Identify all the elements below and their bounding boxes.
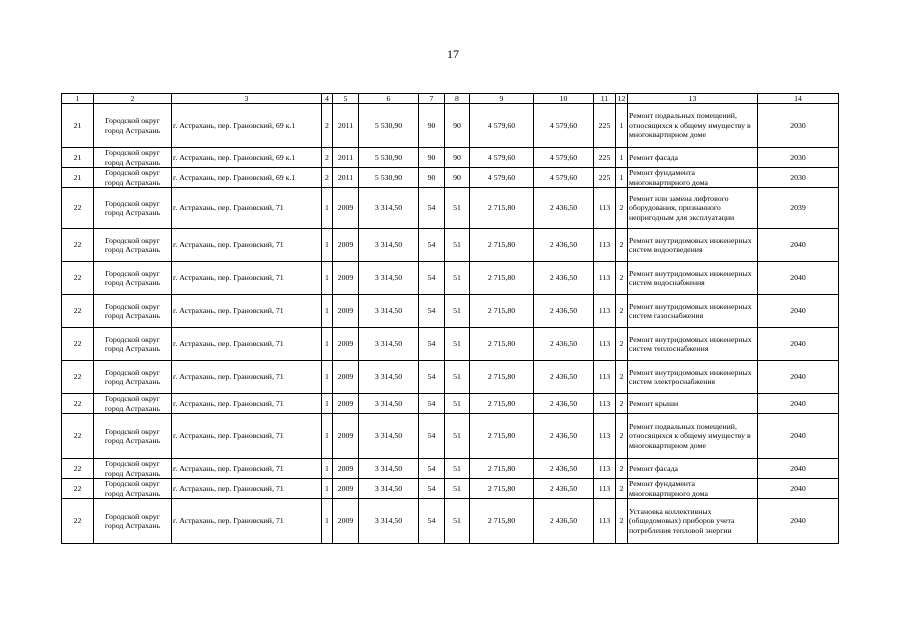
page-number: 17 (447, 47, 459, 61)
col11-cell: 225 (594, 148, 616, 168)
year-built-cell: 2011 (333, 148, 359, 168)
municipality-cell: Городской округ город Астрахань (94, 361, 172, 394)
year-built-cell: 2009 (333, 328, 359, 361)
col12-cell: 2 (616, 295, 628, 328)
col8-cell: 51 (445, 328, 470, 361)
col4-cell: 1 (322, 414, 333, 459)
col8-cell: 51 (445, 229, 470, 262)
column-number-header: 6 (359, 94, 419, 104)
planned-year-cell: 2040 (758, 295, 839, 328)
col9-cell: 2 715,80 (470, 295, 534, 328)
table-row (62, 188, 839, 229)
address-cell: г. Астрахань, пер. Грановский, 71 (172, 295, 322, 328)
table-row (62, 479, 839, 499)
work-type-cell: Ремонт фундамента многоквартирного дома (628, 168, 758, 188)
row-number-cell: 22 (62, 262, 94, 295)
col9-cell: 2 715,80 (470, 479, 534, 499)
address-cell: г. Астрахань, пер. Грановский, 71 (172, 229, 322, 262)
col10-cell: 2 436,50 (534, 262, 594, 295)
col11-cell: 225 (594, 104, 616, 148)
planned-year-cell: 2040 (758, 414, 839, 459)
col8-cell: 90 (445, 148, 470, 168)
address-cell: г. Астрахань, пер. Грановский, 71 (172, 361, 322, 394)
col7-cell: 54 (419, 459, 445, 479)
area-cell: 3 314,50 (359, 295, 419, 328)
col9-cell: 2 715,80 (470, 328, 534, 361)
col10-cell: 4 579,60 (534, 168, 594, 188)
col12-cell: 2 (616, 479, 628, 499)
work-type-cell: Ремонт фундамента многоквартирного дома (628, 479, 758, 499)
col8-cell: 51 (445, 459, 470, 479)
year-built-cell: 2009 (333, 361, 359, 394)
municipality-cell: Городской округ город Астрахань (94, 148, 172, 168)
col10-cell: 2 436,50 (534, 459, 594, 479)
column-number-header: 8 (445, 94, 470, 104)
row-number-cell: 22 (62, 361, 94, 394)
col7-cell: 54 (419, 414, 445, 459)
work-type-cell: Ремонт фасада (628, 148, 758, 168)
col7-cell: 54 (419, 394, 445, 414)
col4-cell: 1 (322, 394, 333, 414)
area-cell: 3 314,50 (359, 328, 419, 361)
col7-cell: 54 (419, 479, 445, 499)
planned-year-cell: 2040 (758, 479, 839, 499)
work-type-cell: Ремонт внутридомовых инженерных систем теплоснабжения (628, 328, 758, 361)
col4-cell: 2 (322, 168, 333, 188)
year-built-cell: 2011 (333, 168, 359, 188)
col10-cell: 2 436,50 (534, 188, 594, 229)
capital-repair-table (61, 93, 839, 544)
planned-year-cell: 2040 (758, 499, 839, 544)
work-type-cell: Ремонт внутридомовых инженерных систем водоснабжения (628, 262, 758, 295)
col9-cell: 2 715,80 (470, 394, 534, 414)
address-cell: г. Астрахань, пер. Грановский, 69 к.1 (172, 148, 322, 168)
column-number-header: 10 (534, 94, 594, 104)
col8-cell: 90 (445, 168, 470, 188)
year-built-cell: 2009 (333, 414, 359, 459)
address-cell: г. Астрахань, пер. Грановский, 71 (172, 459, 322, 479)
col12-cell: 1 (616, 168, 628, 188)
col11-cell: 113 (594, 229, 616, 262)
area-cell: 3 314,50 (359, 414, 419, 459)
address-cell: г. Астрахань, пер. Грановский, 71 (172, 188, 322, 229)
col8-cell: 51 (445, 188, 470, 229)
row-number-cell: 22 (62, 188, 94, 229)
planned-year-cell: 2040 (758, 361, 839, 394)
col11-cell: 113 (594, 328, 616, 361)
col4-cell: 1 (322, 328, 333, 361)
municipality-cell: Городской округ город Астрахань (94, 479, 172, 499)
work-type-cell: Ремонт фасада (628, 459, 758, 479)
column-number-header: 2 (94, 94, 172, 104)
planned-year-cell: 2040 (758, 328, 839, 361)
row-number-cell: 22 (62, 479, 94, 499)
col11-cell: 113 (594, 414, 616, 459)
col4-cell: 1 (322, 479, 333, 499)
table-header-row (62, 94, 839, 104)
municipality-cell: Городской округ город Астрахань (94, 188, 172, 229)
col8-cell: 51 (445, 499, 470, 544)
col11-cell: 113 (594, 499, 616, 544)
column-number-header: 5 (333, 94, 359, 104)
col8-cell: 51 (445, 414, 470, 459)
col12-cell: 2 (616, 262, 628, 295)
table-row (62, 104, 839, 148)
column-number-header: 11 (594, 94, 616, 104)
col7-cell: 54 (419, 229, 445, 262)
col9-cell: 4 579,60 (470, 104, 534, 148)
year-built-cell: 2009 (333, 229, 359, 262)
col11-cell: 113 (594, 459, 616, 479)
area-cell: 3 314,50 (359, 459, 419, 479)
column-number-header: 4 (322, 94, 333, 104)
col9-cell: 2 715,80 (470, 188, 534, 229)
table-row (62, 229, 839, 262)
table-row (62, 148, 839, 168)
col11-cell: 113 (594, 394, 616, 414)
col12-cell: 2 (616, 394, 628, 414)
col10-cell: 2 436,50 (534, 229, 594, 262)
col9-cell: 2 715,80 (470, 414, 534, 459)
table-row (62, 414, 839, 459)
area-cell: 3 314,50 (359, 394, 419, 414)
planned-year-cell: 2040 (758, 459, 839, 479)
row-number-cell: 21 (62, 104, 94, 148)
planned-year-cell: 2040 (758, 262, 839, 295)
row-number-cell: 21 (62, 148, 94, 168)
col12-cell: 1 (616, 148, 628, 168)
work-type-cell: Ремонт внутридомовых инженерных систем водоотведения (628, 229, 758, 262)
col11-cell: 113 (594, 361, 616, 394)
table-row (62, 459, 839, 479)
area-cell: 3 314,50 (359, 262, 419, 295)
row-number-cell: 22 (62, 499, 94, 544)
area-cell: 3 314,50 (359, 188, 419, 229)
year-built-cell: 2009 (333, 188, 359, 229)
table-row (62, 295, 839, 328)
municipality-cell: Городской округ город Астрахань (94, 328, 172, 361)
address-cell: г. Астрахань, пер. Грановский, 69 к.1 (172, 168, 322, 188)
col11-cell: 113 (594, 479, 616, 499)
col11-cell: 113 (594, 188, 616, 229)
col9-cell: 2 715,80 (470, 499, 534, 544)
col7-cell: 54 (419, 328, 445, 361)
col10-cell: 2 436,50 (534, 499, 594, 544)
col4-cell: 1 (322, 459, 333, 479)
col10-cell: 2 436,50 (534, 295, 594, 328)
row-number-cell: 21 (62, 168, 94, 188)
col7-cell: 54 (419, 262, 445, 295)
work-type-cell: Ремонт внутридомовых инженерных систем электроснабжения (628, 361, 758, 394)
col12-cell: 1 (616, 104, 628, 148)
row-number-cell: 22 (62, 328, 94, 361)
col7-cell: 54 (419, 188, 445, 229)
municipality-cell: Городской округ город Астрахань (94, 459, 172, 479)
col8-cell: 51 (445, 394, 470, 414)
municipality-cell: Городской округ город Астрахань (94, 104, 172, 148)
col12-cell: 2 (616, 229, 628, 262)
municipality-cell: Городской округ город Астрахань (94, 229, 172, 262)
col12-cell: 2 (616, 459, 628, 479)
work-type-cell: Ремонт или замена лифтового оборудования, признанного непригодным для эксплуатации (628, 188, 758, 229)
municipality-cell: Городской округ город Астрахань (94, 262, 172, 295)
table-row (62, 328, 839, 361)
column-number-header: 1 (62, 94, 94, 104)
col8-cell: 51 (445, 361, 470, 394)
area-cell: 3 314,50 (359, 499, 419, 544)
col4-cell: 1 (322, 262, 333, 295)
col8-cell: 90 (445, 104, 470, 148)
area-cell: 3 314,50 (359, 361, 419, 394)
table-row (62, 499, 839, 544)
col4-cell: 1 (322, 295, 333, 328)
col7-cell: 90 (419, 168, 445, 188)
address-cell: г. Астрахань, пер. Грановский, 71 (172, 479, 322, 499)
municipality-cell: Городской округ город Астрахань (94, 394, 172, 414)
col8-cell: 51 (445, 262, 470, 295)
col10-cell: 2 436,50 (534, 361, 594, 394)
address-cell: г. Астрахань, пер. Грановский, 71 (172, 328, 322, 361)
row-number-cell: 22 (62, 394, 94, 414)
table-row (62, 361, 839, 394)
area-cell: 5 530,90 (359, 104, 419, 148)
col10-cell: 4 579,60 (534, 104, 594, 148)
area-cell: 5 530,90 (359, 148, 419, 168)
planned-year-cell: 2030 (758, 168, 839, 188)
col10-cell: 2 436,50 (534, 479, 594, 499)
column-number-header: 12 (616, 94, 628, 104)
planned-year-cell: 2040 (758, 394, 839, 414)
column-number-header: 3 (172, 94, 322, 104)
col7-cell: 54 (419, 499, 445, 544)
col9-cell: 4 579,60 (470, 148, 534, 168)
address-cell: г. Астрахань, пер. Грановский, 71 (172, 262, 322, 295)
area-cell: 3 314,50 (359, 479, 419, 499)
column-number-header: 7 (419, 94, 445, 104)
col4-cell: 1 (322, 229, 333, 262)
col10-cell: 2 436,50 (534, 414, 594, 459)
work-type-cell: Ремонт подвальных помещений, относящихся к общему имуществу в многоквартирном доме (628, 414, 758, 459)
year-built-cell: 2011 (333, 104, 359, 148)
municipality-cell: Городской округ город Астрахань (94, 499, 172, 544)
row-number-cell: 22 (62, 459, 94, 479)
column-number-header: 9 (470, 94, 534, 104)
col11-cell: 113 (594, 295, 616, 328)
col12-cell: 2 (616, 499, 628, 544)
row-number-cell: 22 (62, 295, 94, 328)
col10-cell: 2 436,50 (534, 328, 594, 361)
year-built-cell: 2009 (333, 262, 359, 295)
col9-cell: 4 579,60 (470, 168, 534, 188)
col10-cell: 4 579,60 (534, 148, 594, 168)
planned-year-cell: 2040 (758, 229, 839, 262)
col7-cell: 90 (419, 104, 445, 148)
row-number-cell: 22 (62, 229, 94, 262)
col7-cell: 54 (419, 295, 445, 328)
col7-cell: 90 (419, 148, 445, 168)
col11-cell: 113 (594, 262, 616, 295)
col12-cell: 2 (616, 361, 628, 394)
year-built-cell: 2009 (333, 479, 359, 499)
col12-cell: 2 (616, 188, 628, 229)
address-cell: г. Астрахань, пер. Грановский, 71 (172, 414, 322, 459)
column-number-header: 14 (758, 94, 839, 104)
table-row (62, 168, 839, 188)
col4-cell: 1 (322, 499, 333, 544)
address-cell: г. Астрахань, пер. Грановский, 71 (172, 394, 322, 414)
col4-cell: 1 (322, 188, 333, 229)
col7-cell: 54 (419, 361, 445, 394)
column-number-header: 13 (628, 94, 758, 104)
municipality-cell: Городской округ город Астрахань (94, 295, 172, 328)
col9-cell: 2 715,80 (470, 229, 534, 262)
address-cell: г. Астрахань, пер. Грановский, 69 к.1 (172, 104, 322, 148)
year-built-cell: 2009 (333, 459, 359, 479)
year-built-cell: 2009 (333, 295, 359, 328)
planned-year-cell: 2030 (758, 148, 839, 168)
col4-cell: 2 (322, 104, 333, 148)
area-cell: 3 314,50 (359, 229, 419, 262)
col8-cell: 51 (445, 295, 470, 328)
col11-cell: 225 (594, 168, 616, 188)
col9-cell: 2 715,80 (470, 262, 534, 295)
area-cell: 5 530,90 (359, 168, 419, 188)
municipality-cell: Городской округ город Астрахань (94, 414, 172, 459)
planned-year-cell: 2030 (758, 104, 839, 148)
col10-cell: 2 436,50 (534, 394, 594, 414)
work-type-cell: Ремонт подвальных помещений, относящихся к общему имуществу в многоквартирном доме (628, 104, 758, 148)
work-type-cell: Установка коллективных (общедомовых) приборов учета потребления тепловой энергии (628, 499, 758, 544)
table-row (62, 394, 839, 414)
address-cell: г. Астрахань, пер. Грановский, 71 (172, 499, 322, 544)
col4-cell: 1 (322, 361, 333, 394)
col4-cell: 2 (322, 148, 333, 168)
work-type-cell: Ремонт внутридомовых инженерных систем газоснабжения (628, 295, 758, 328)
col8-cell: 51 (445, 479, 470, 499)
table-row (62, 262, 839, 295)
work-type-cell: Ремонт крыши (628, 394, 758, 414)
municipality-cell: Городской округ город Астрахань (94, 168, 172, 188)
col9-cell: 2 715,80 (470, 459, 534, 479)
col9-cell: 2 715,80 (470, 361, 534, 394)
row-number-cell: 22 (62, 414, 94, 459)
year-built-cell: 2009 (333, 499, 359, 544)
col12-cell: 2 (616, 414, 628, 459)
col12-cell: 2 (616, 328, 628, 361)
planned-year-cell: 2039 (758, 188, 839, 229)
year-built-cell: 2009 (333, 394, 359, 414)
